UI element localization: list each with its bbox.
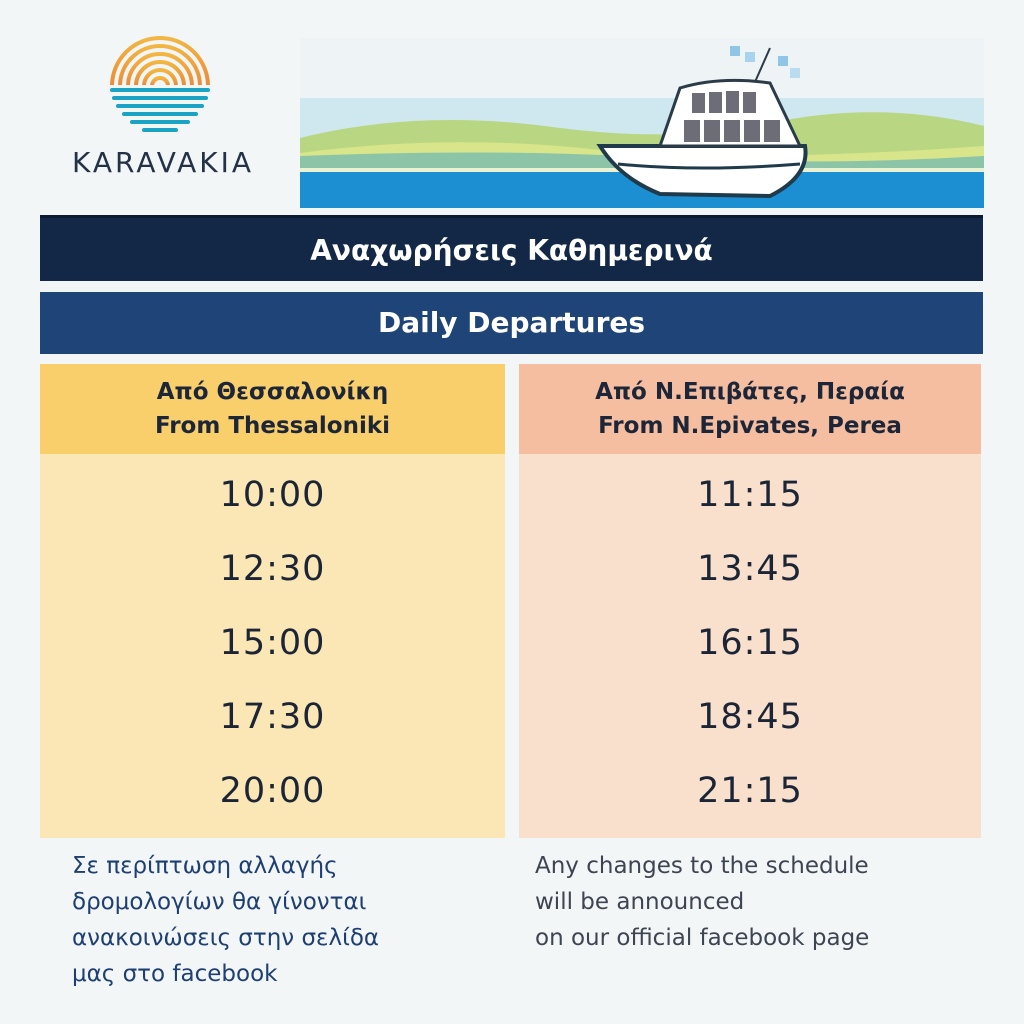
- sun-over-sea-icon: [100, 30, 220, 140]
- departure-time: 13:45: [697, 549, 803, 589]
- schedule-from-epivates: [519, 364, 981, 838]
- heading-greek: Από Θεσσαλονίκη: [156, 379, 389, 405]
- note-line: Σε περίπτωση αλλαγής: [72, 853, 338, 879]
- note-line: μας στο facebook: [72, 961, 278, 987]
- departure-time: 16:15: [697, 623, 803, 663]
- brand-name: KARAVAKIA: [72, 146, 254, 179]
- departure-time: 10:00: [219, 475, 326, 515]
- heading-english: From Thessaloniki: [154, 413, 391, 439]
- note-line: ανακοινώσεις στην σελίδα: [72, 925, 380, 951]
- note-line: on our official facebook page: [535, 925, 870, 951]
- note-line: Any changes to the schedule: [535, 853, 869, 879]
- heading-english: From N.Epivates, Perea: [598, 413, 902, 439]
- departure-time: 21:15: [697, 771, 803, 811]
- ferry-boat-illustration: [300, 38, 984, 208]
- departure-time: 20:00: [219, 771, 326, 811]
- note-greek: [72, 848, 502, 992]
- departure-time: 17:30: [219, 697, 326, 737]
- departure-time: 12:30: [219, 549, 326, 589]
- note-line: will be announced: [535, 889, 745, 915]
- title-english: Daily Departures: [40, 292, 983, 354]
- title-greek: Αναχωρήσεις Καθημερινά: [40, 215, 983, 281]
- schedule-from-thessaloniki: [40, 364, 505, 838]
- note-line: δρομολογίων θα γίνονται: [72, 889, 367, 915]
- heading-greek: Από Ν.Επιβάτες, Περαία: [595, 379, 905, 405]
- departure-time: 15:00: [219, 623, 326, 663]
- departure-times: [40, 458, 505, 828]
- column-heading: [519, 364, 981, 454]
- departure-times: [519, 458, 981, 828]
- column-heading: [40, 364, 505, 454]
- departure-time: 18:45: [697, 697, 803, 737]
- note-english: [535, 848, 985, 956]
- departure-time: 11:15: [697, 475, 803, 515]
